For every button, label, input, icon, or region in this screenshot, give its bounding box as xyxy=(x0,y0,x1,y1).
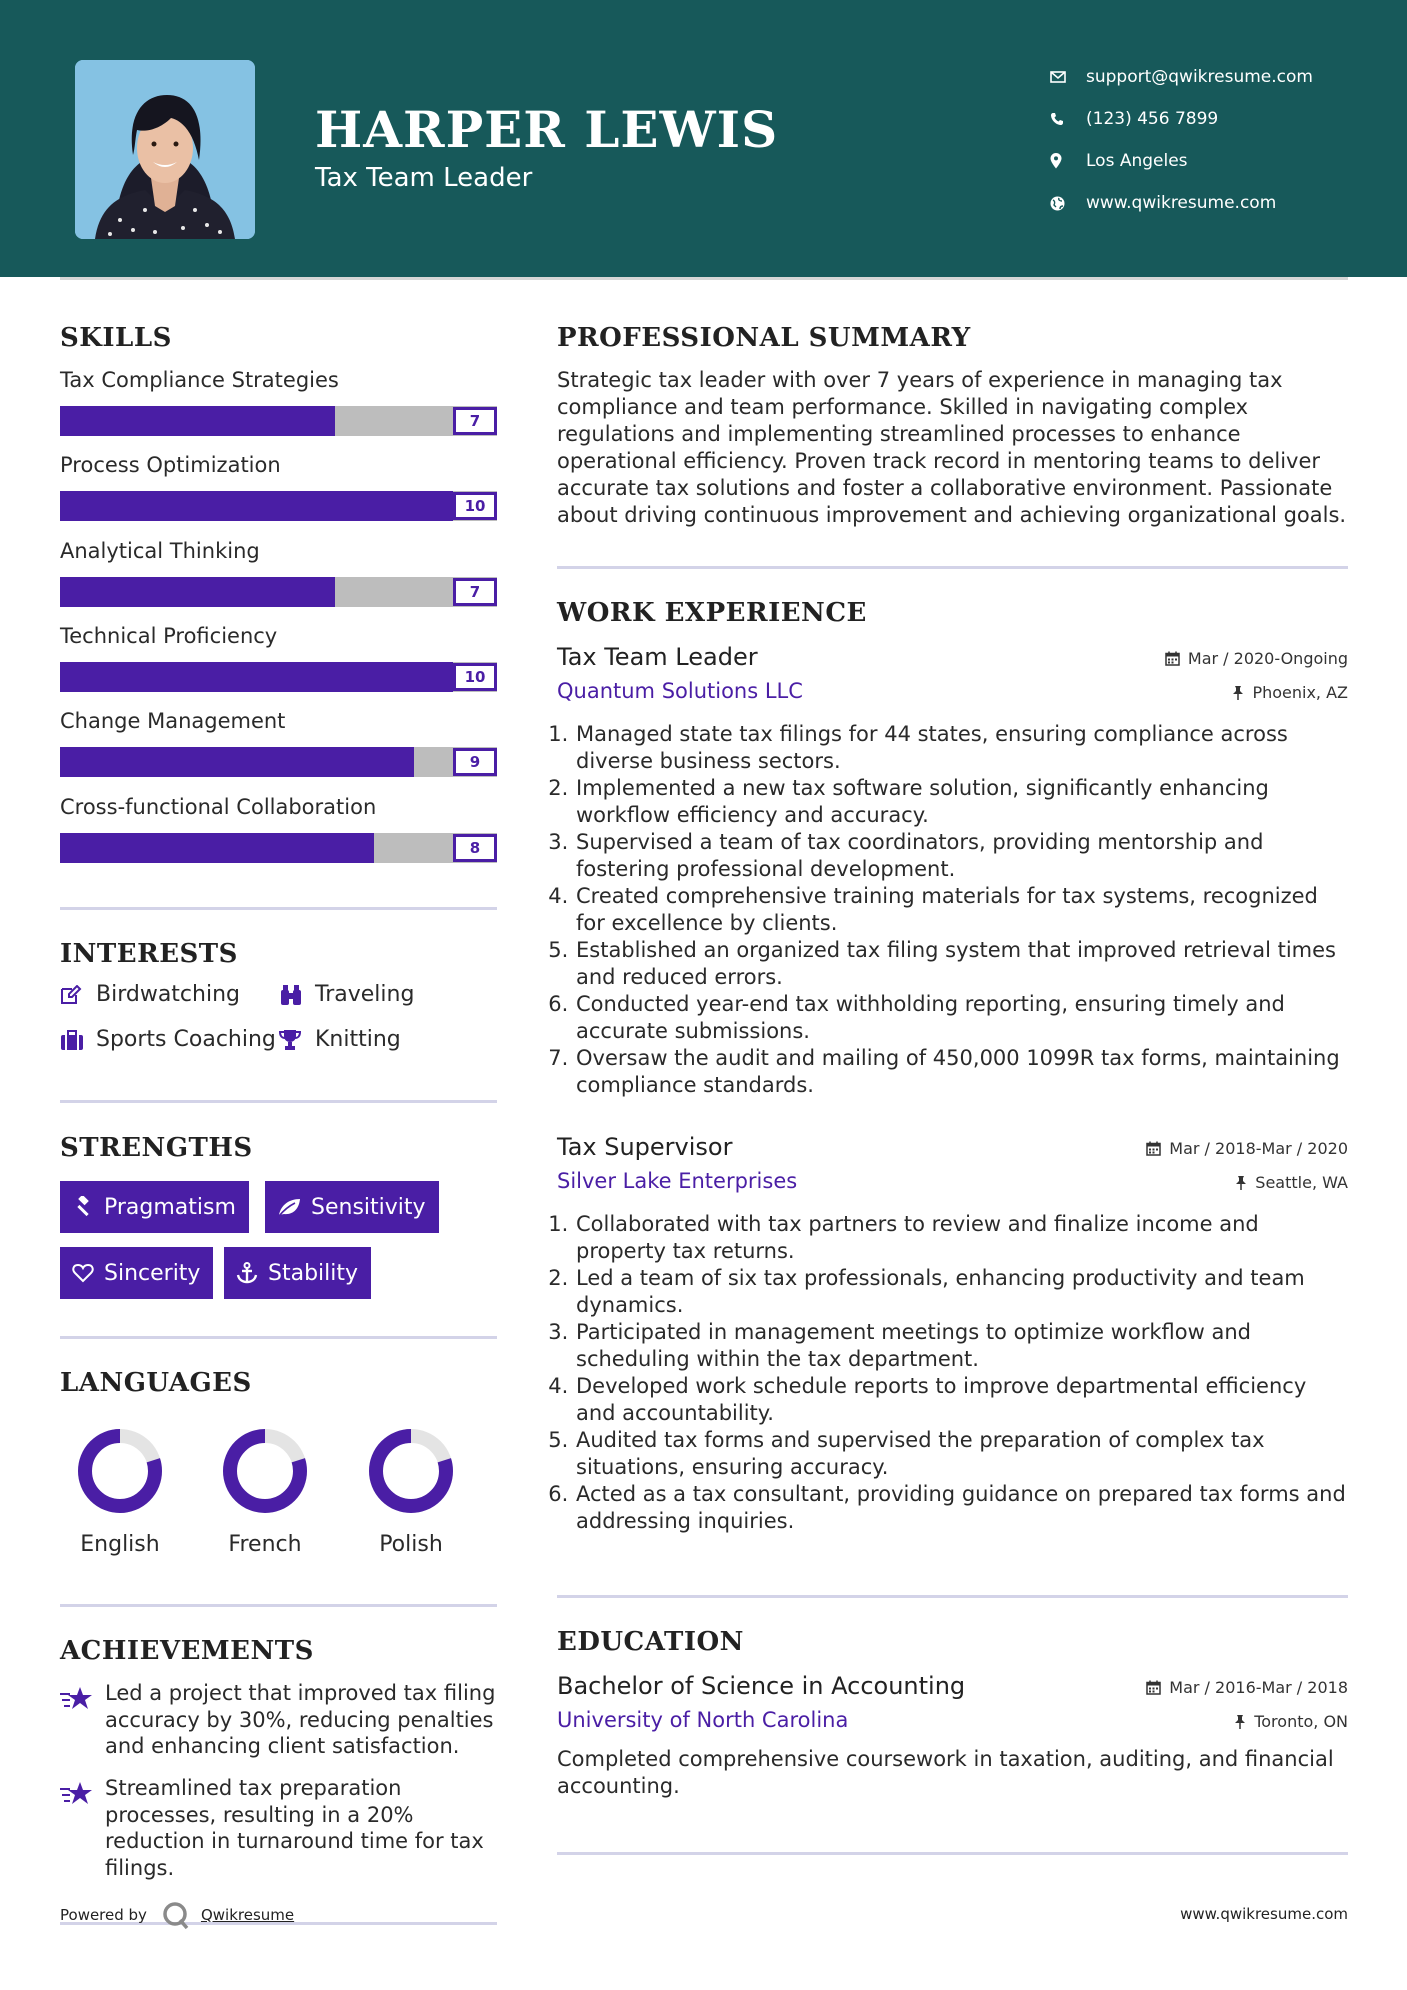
candidate-title: Tax Team Leader xyxy=(315,163,533,193)
pushpin-icon xyxy=(1235,1175,1247,1190)
section-divider xyxy=(557,566,1348,569)
briefcase-icon xyxy=(60,1030,96,1050)
strength-label: Sensitivity xyxy=(311,1194,426,1220)
education-school: University of North Carolina xyxy=(557,1708,849,1732)
job-bullet: 7. Oversaw the audit and mailing of 450,000 1099R tax forms, maintaining compliance standards. xyxy=(575,1045,1348,1099)
calendar-icon xyxy=(1146,1141,1161,1156)
job-bullet: 6. Acted as a tax consultant, providing guidance on prepared tax forms and addressing inquiries. xyxy=(575,1481,1348,1535)
interest-item xyxy=(60,1027,276,1052)
language-name: Polish xyxy=(379,1532,443,1557)
interest-label: Knitting xyxy=(315,1027,401,1052)
skill-level-badge: 9 xyxy=(453,748,497,776)
summary-heading: PROFESSIONAL SUMMARY xyxy=(557,323,971,353)
job-location xyxy=(1232,683,1348,702)
section-divider xyxy=(557,1595,1348,1598)
education-location xyxy=(1234,1712,1348,1731)
map-pin-icon xyxy=(1050,153,1086,169)
education-location-text: Toronto, ON xyxy=(1254,1712,1348,1731)
interest-item xyxy=(60,982,240,1007)
strength-chip xyxy=(60,1247,213,1299)
language-donut xyxy=(366,1426,456,1516)
interest-label: Traveling xyxy=(315,982,415,1007)
star-badge-icon xyxy=(60,1775,105,1881)
summary-text: Strategic tax leader with over 7 years of experience in managing tax compliance and team performance. Skilled in navigating complex regulations and implementing streamlined processes to enhance operational efficiency. Proven track record in mentoring teams to deliver accurate tax solutions and foster a collaborative environment. Passionate about driving continuous improvement and achieving organizational goals. xyxy=(557,368,1347,527)
contact-email-text: support@qwikresume.com xyxy=(1086,67,1313,87)
skill-bar xyxy=(60,491,497,521)
job-bullet: 3. Participated in management meetings to optimize workflow and scheduling within the tax department. xyxy=(575,1319,1348,1373)
job-date xyxy=(1146,1139,1348,1158)
phone-icon xyxy=(1050,112,1086,126)
skill-item xyxy=(60,451,497,521)
job-bullet: 2. Led a team of six tax professionals, enhancing productivity and team dynamics. xyxy=(575,1265,1348,1319)
pushpin-icon xyxy=(1234,1714,1246,1729)
skill-bar-fill xyxy=(60,491,453,521)
job-title: Tax Supervisor xyxy=(557,1133,733,1161)
job-company: Quantum Solutions LLC xyxy=(557,679,803,703)
skill-name: Process Optimization xyxy=(60,453,281,477)
job-bullet: 5. Audited tax forms and supervised the preparation of complex tax situations, ensuring accuracy. xyxy=(575,1427,1348,1481)
contact-location-text: Los Angeles xyxy=(1086,151,1188,171)
skill-bar-fill xyxy=(60,747,414,777)
job-title: Tax Team Leader xyxy=(557,643,758,671)
leaf-icon xyxy=(277,1197,301,1217)
trophy-icon xyxy=(279,1029,315,1051)
job-bullet: 5. Established an organized tax filing system that improved retrieval times and reduced errors. xyxy=(575,937,1348,991)
job-company: Silver Lake Enterprises xyxy=(557,1169,798,1193)
job-bullet: 1. Managed state tax filings for 44 states, ensuring compliance across diverse business sectors. xyxy=(575,721,1348,775)
skill-level-badge: 7 xyxy=(453,578,497,606)
candidate-name: HARPER LEWIS xyxy=(315,100,779,159)
skill-name: Analytical Thinking xyxy=(60,539,260,563)
interest-label: Sports Coaching xyxy=(96,1027,276,1052)
language-item xyxy=(195,1426,335,1557)
job-location xyxy=(1235,1173,1348,1192)
profile-photo xyxy=(75,60,255,239)
skill-level-badge: 8 xyxy=(453,834,497,862)
section-divider xyxy=(60,1100,497,1103)
strength-chip xyxy=(60,1181,249,1233)
skill-name: Cross-functional Collaboration xyxy=(60,795,377,819)
skill-name: Tax Compliance Strategies xyxy=(60,368,339,392)
powered-by-label: Powered by xyxy=(60,1906,147,1924)
binoculars-icon xyxy=(279,984,315,1006)
skill-level-badge: 7 xyxy=(453,407,497,435)
calendar-icon xyxy=(1146,1680,1161,1695)
language-name: French xyxy=(228,1532,302,1557)
job-bullet: 3. Supervised a team of tax coordinators, providing mentorship and fostering professional development. xyxy=(575,829,1348,883)
anchor-icon xyxy=(236,1262,258,1284)
interest-label: Birdwatching xyxy=(96,982,240,1007)
job-bullet: 1. Collaborated with tax partners to review and finalize income and property tax returns. xyxy=(575,1211,1348,1265)
strength-label: Sincerity xyxy=(104,1260,201,1286)
skill-level-badge: 10 xyxy=(453,663,497,691)
language-name: English xyxy=(80,1532,160,1557)
contact-phone-text: (123) 456 7899 xyxy=(1086,109,1219,129)
language-donut xyxy=(220,1426,310,1516)
contact-website[interactable] xyxy=(1050,182,1313,224)
interest-item xyxy=(279,982,414,1007)
education-date xyxy=(1146,1678,1348,1697)
achievement-text: Led a project that improved tax filing accuracy by 30%, reducing penalties and enhancing client satisfaction. xyxy=(105,1681,496,1758)
gavel-icon xyxy=(72,1196,94,1218)
contact-list xyxy=(1050,56,1313,224)
heart-icon xyxy=(72,1263,94,1283)
skill-bar xyxy=(60,577,497,607)
strength-chip xyxy=(224,1247,371,1299)
contact-website-text: www.qwikresume.com xyxy=(1086,193,1277,213)
skill-item xyxy=(60,793,497,863)
education-description: Completed comprehensive coursework in taxation, auditing, and financial accounting. xyxy=(557,1747,1334,1798)
job-location-text: Phoenix, AZ xyxy=(1252,683,1348,702)
job-bullet: 2. Implemented a new tax software solution, significantly enhancing workflow efficiency and accuracy. xyxy=(575,775,1348,829)
skill-name: Technical Proficiency xyxy=(60,624,278,648)
job-bullet: 4. Created comprehensive training materials for tax systems, recognized for excellence by clients. xyxy=(575,883,1348,937)
section-divider xyxy=(60,1336,497,1339)
contact-email[interactable] xyxy=(1050,56,1313,98)
calendar-icon xyxy=(1165,651,1180,666)
powered-by xyxy=(60,1900,294,1930)
header-divider xyxy=(60,277,1348,280)
qwikresume-logo-icon xyxy=(161,1900,191,1930)
envelope-icon xyxy=(1050,71,1086,83)
skill-name: Change Management xyxy=(60,709,286,733)
strength-chip xyxy=(265,1181,439,1233)
language-donut xyxy=(75,1426,165,1516)
job-entry xyxy=(557,1133,1348,1535)
resume-header xyxy=(0,0,1407,277)
job-bullet: 6. Conducted year-end tax withholding reporting, ensuring timely and accurate submissions. xyxy=(575,991,1348,1045)
experience-heading: WORK EXPERIENCE xyxy=(557,598,867,628)
strength-label: Pragmatism xyxy=(104,1194,236,1220)
skill-bar xyxy=(60,406,497,436)
contact-location xyxy=(1050,140,1313,182)
section-divider xyxy=(60,907,497,910)
skill-bar xyxy=(60,833,497,863)
powered-by-brand-link[interactable]: Qwikresume xyxy=(200,1906,295,1924)
skill-bar xyxy=(60,662,497,692)
achievement-item xyxy=(60,1680,500,1760)
achievements-heading: ACHIEVEMENTS xyxy=(60,1636,314,1666)
skill-bar-fill xyxy=(60,406,335,436)
skill-bar-fill xyxy=(60,577,335,607)
edit-icon xyxy=(60,985,96,1005)
job-entry xyxy=(557,643,1348,1099)
strength-label: Stability xyxy=(268,1260,359,1286)
profile-photo-image xyxy=(75,60,255,239)
achievement-text: Streamlined tax preparation processes, resulting in a 20% reduction in turnaround time for tax filings. xyxy=(105,1776,484,1880)
job-location-text: Seattle, WA xyxy=(1255,1173,1348,1192)
education-entry xyxy=(557,1672,1348,1800)
globe-icon xyxy=(1050,196,1086,211)
language-item xyxy=(341,1426,481,1557)
skill-bar-fill xyxy=(60,833,374,863)
skill-level-badge: 10 xyxy=(453,492,497,520)
strengths-heading: STRENGTHS xyxy=(60,1133,253,1163)
skills-heading: SKILLS xyxy=(60,323,172,353)
contact-phone[interactable] xyxy=(1050,98,1313,140)
job-date xyxy=(1165,649,1348,668)
education-heading: EDUCATION xyxy=(557,1627,744,1657)
skill-item xyxy=(60,707,497,777)
job-date-text: Mar / 2018-Mar / 2020 xyxy=(1169,1139,1348,1158)
skill-item xyxy=(60,366,497,436)
section-divider xyxy=(557,1852,1348,1855)
job-bullets xyxy=(557,1211,1348,1535)
skill-item xyxy=(60,622,497,692)
star-badge-icon xyxy=(60,1680,105,1760)
skill-bar xyxy=(60,747,497,777)
skill-item xyxy=(60,537,497,607)
language-item xyxy=(50,1426,190,1557)
job-bullet: 4. Developed work schedule reports to improve departmental efficiency and accountability. xyxy=(575,1373,1348,1427)
pushpin-icon xyxy=(1232,685,1244,700)
achievement-item xyxy=(60,1775,500,1881)
job-date-text: Mar / 2020-Ongoing xyxy=(1187,649,1348,668)
languages-heading: LANGUAGES xyxy=(60,1368,252,1398)
skill-bar-fill xyxy=(60,662,453,692)
job-bullets xyxy=(557,721,1348,1099)
education-degree: Bachelor of Science in Accounting xyxy=(557,1672,966,1700)
section-divider xyxy=(60,1604,497,1607)
interests-heading: INTERESTS xyxy=(60,939,238,969)
footer-website-link[interactable]: www.qwikresume.com xyxy=(1180,1905,1348,1923)
interest-item xyxy=(279,1027,401,1052)
education-date-text: Mar / 2016-Mar / 2018 xyxy=(1169,1678,1348,1697)
